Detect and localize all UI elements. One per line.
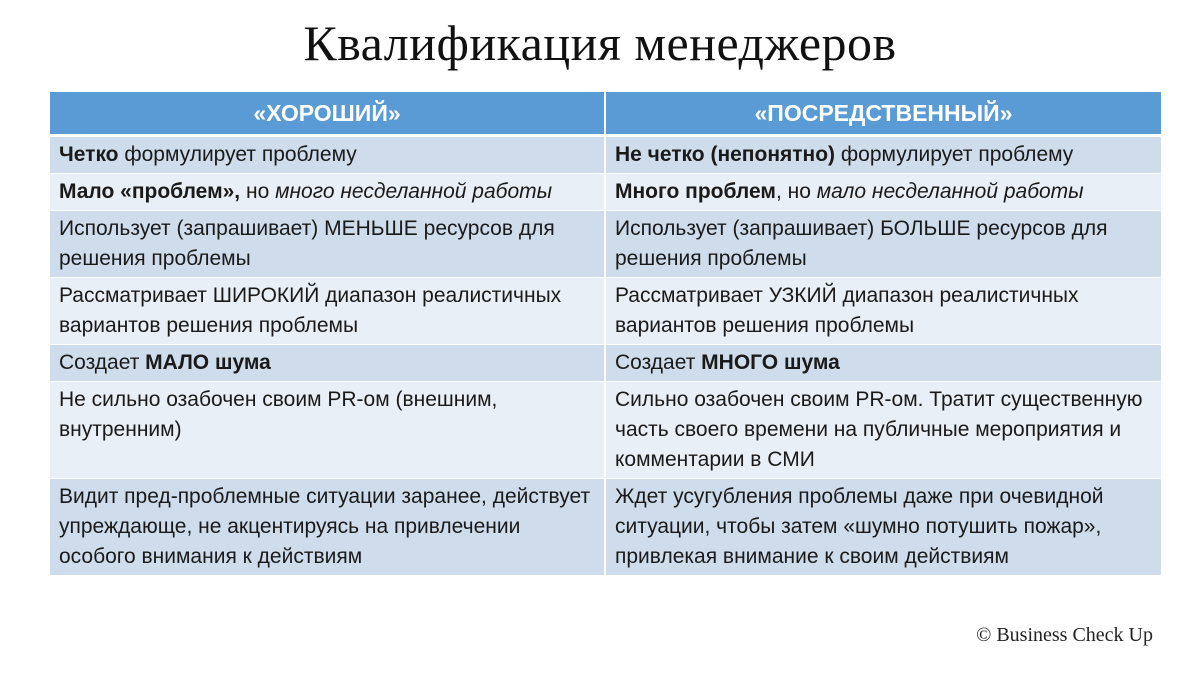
cell-text: Рассматривает УЗКИЙ диапазон реалистичных вариантов решения проблемы [615,284,1079,337]
table-row [50,479,1161,576]
cell-text: , но [775,180,817,203]
cell-text: формулирует проблему [118,143,357,166]
cell-text: Ждет усугубления проблемы даже при очевидной ситуации, чтобы затем «шумно потушить пожар», привлекая внимание к своим действиям [615,485,1104,568]
cell-text: Много проблем [615,180,776,203]
cell-good [50,136,605,174]
cell-text: МАЛО шума [145,351,271,374]
cell-text: Не четко (непонятно) [615,143,836,166]
cell-text: Создает [615,351,702,374]
cell-mediocre [605,211,1161,278]
cell-good [50,345,605,382]
page-title: Квалификация менеджеров [303,15,897,71]
column-header-mediocre: «ПОСРЕДСТВЕННЫЙ» [605,92,1161,136]
table-row [50,211,1161,278]
cell-text: МНОГО шума [701,351,840,374]
table-row [50,278,1161,345]
cell-text: Не сильно озабочен своим PR-ом (внешним, внутренним) [59,388,498,441]
cell-text: Рассматривает ШИРОКИЙ диапазон реалистичных вариантов решения проблемы [59,284,562,337]
cell-mediocre [605,479,1161,576]
cell-text: Четко [59,143,119,166]
table-row [50,345,1161,382]
copyright-notice: © Business Check Up [976,624,1153,646]
cell-text: Сильно озабочен своим PR-ом. Тратит существенную часть своего времени на публичные мероприятия и комментарии в СМИ [615,388,1143,471]
cell-good [50,278,605,345]
cell-text: мало несделанной работы [816,180,1084,203]
cell-good [50,382,605,479]
cell-text: Использует (запрашивает) МЕНЬШЕ ресурсов для решения проблемы [59,217,555,270]
cell-mediocre [605,382,1161,479]
cell-mediocre [605,174,1161,211]
cell-text: Мало «проблем», [59,180,241,203]
cell-text: много несделанной работы [275,180,553,203]
cell-good [50,211,605,278]
table-row [50,174,1161,211]
cell-good [50,479,605,576]
table-header-row [50,92,1161,136]
table-row [50,136,1161,174]
cell-text: Использует (запрашивает) БОЛЬШЕ ресурсов для решения проблемы [615,217,1108,270]
cell-mediocre [605,278,1161,345]
cell-mediocre [605,136,1161,174]
table-row [50,382,1161,479]
column-header-good: «ХОРОШИЙ» [50,92,605,136]
cell-mediocre [605,345,1161,382]
cell-text: но [240,180,276,203]
manager-comparison-table [50,92,1161,576]
table-body [50,136,1161,576]
cell-text: Видит пред-проблемные ситуации заранее, действует упреждающе, не акцентируясь на привлечении особого внимания к действиям [59,485,591,568]
cell-text: формулирует проблему [835,143,1074,166]
cell-good [50,174,605,211]
cell-text: Создает [59,351,146,374]
